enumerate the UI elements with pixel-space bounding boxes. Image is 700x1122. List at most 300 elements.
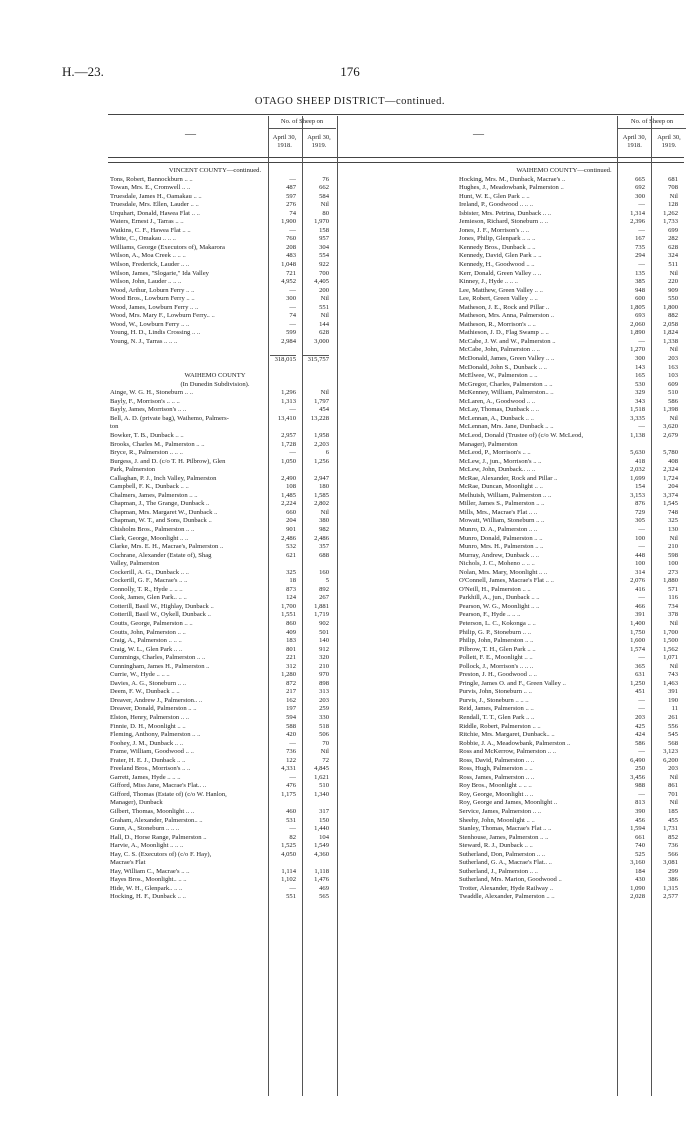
- sheep-1918: 532: [286, 543, 296, 551]
- table-row: [110, 218, 340, 227]
- sheep-1918: 801: [286, 645, 296, 653]
- sheep-1918: 6,490: [630, 756, 645, 764]
- owner-name: McLeod, P., Morrison's .. ..: [459, 449, 531, 457]
- table-row: [459, 321, 689, 330]
- table-row: [459, 210, 689, 219]
- table-row: [459, 825, 689, 834]
- owner-name: Roy, George and James, Moonlight ..: [459, 799, 558, 807]
- sheep-1919: 2,203: [314, 440, 329, 448]
- sheep-1919: 1,562: [663, 645, 678, 653]
- table-row: [110, 620, 340, 629]
- table-row: [459, 868, 689, 877]
- owner-name: Bayly, James, Morrison's .. ..: [110, 406, 187, 414]
- sheep-1918: 13,410: [277, 414, 296, 422]
- owner-name: Fleming, Anthony, Palmerston .. ..: [110, 731, 201, 739]
- owner-name: Stanley, Thomas, Macrae's Flat .. ..: [459, 825, 552, 833]
- sheep-1919: 1,262: [663, 209, 678, 217]
- table-row: [110, 535, 340, 544]
- table-row: [459, 312, 689, 321]
- table-row: [110, 885, 340, 894]
- sheep-1919: 3,620: [663, 423, 678, 431]
- owner-name: McLaren, A., Goodwood .. ..: [459, 397, 535, 405]
- sheep-1919: Nil: [320, 508, 329, 516]
- sheep-1918: 305: [635, 517, 645, 525]
- sheep-1919: 267: [319, 594, 329, 602]
- owner-name: Cockerill, A. G., Dunback .. ..: [110, 568, 189, 576]
- sheep-1918: 1,400: [630, 619, 645, 627]
- owner-name: Ainge, W. G. H., Stoneburn .. ..: [110, 389, 193, 397]
- sheep-1919: 203: [319, 696, 329, 704]
- table-row: [110, 372, 340, 381]
- table-row: [110, 517, 340, 526]
- sheep-1919: 11: [671, 705, 678, 713]
- sheep-1918: 18: [289, 577, 296, 585]
- sheep-1918: 1,102: [281, 876, 296, 884]
- table-row: [459, 817, 689, 826]
- owner-name: McKenney, William, Palmerston.. ..: [459, 389, 554, 397]
- owner-name: Cockerill, G. F., Macrae's .. ..: [110, 577, 188, 585]
- table-row: [459, 859, 689, 868]
- table-row: [110, 876, 340, 885]
- owner-name: Williams, George (Executors of), Makarora: [110, 243, 225, 251]
- owner-name: McLennan, A., Dunback .. ..: [459, 414, 534, 422]
- sheep-1919: 1,476: [314, 876, 329, 884]
- owner-name: Chalmers, James, Palmerston .. ..: [110, 491, 198, 499]
- table-row: [459, 757, 689, 766]
- sheep-1918: —: [289, 406, 296, 414]
- sheep-1919: 510: [668, 389, 678, 397]
- sheep-1919: Nil: [669, 534, 678, 542]
- table-row: [459, 449, 689, 458]
- table-row: [459, 808, 689, 817]
- table-row: [459, 509, 689, 518]
- sheep-1918: 183: [286, 637, 296, 645]
- table-row: [459, 193, 689, 202]
- sheep-1919: 4,405: [314, 278, 329, 286]
- sheep-1918: —: [638, 705, 645, 713]
- table-row: [459, 423, 689, 432]
- table-row: [110, 611, 340, 620]
- table-row: [459, 329, 689, 338]
- sheep-1919: 628: [668, 243, 678, 251]
- sheep-1918: 692: [635, 184, 645, 192]
- table-row: [459, 842, 689, 851]
- table-row: [110, 834, 340, 843]
- sheep-1919: 708: [668, 184, 678, 192]
- owner-name: Wood, W., Lowburn Ferry .. ..: [110, 320, 190, 328]
- sheep-1919: Nil: [320, 295, 329, 303]
- owner-name: McRae, Alexander, Rock and Pillar ..: [459, 474, 558, 482]
- table-row: [459, 765, 689, 774]
- sheep-1918: —: [289, 226, 296, 234]
- table-row: [459, 876, 689, 885]
- sheep-1919: 1,700: [663, 628, 678, 636]
- sheep-1918: 594: [286, 714, 296, 721]
- table-top-rule: [108, 114, 684, 115]
- sheep-1919: 748: [668, 508, 678, 516]
- table-row: [459, 176, 689, 185]
- owner-name: Philip, G. P., Stoneburn .. ..: [459, 628, 531, 636]
- sheep-1919: 13,228: [310, 414, 329, 422]
- sheep-1919: 380: [319, 517, 329, 525]
- sheep-1918: —: [289, 320, 296, 328]
- sheep-1918: 108: [286, 483, 296, 491]
- sheep-1919: 259: [319, 705, 329, 713]
- table-row: [110, 731, 340, 740]
- table-row: [110, 552, 340, 561]
- owner-name: Truesdale, James H., Oamakau .. ..: [110, 192, 202, 200]
- owner-name: Chapman, J., The Grange, Dunback ..: [110, 500, 210, 508]
- table-row: [459, 406, 689, 415]
- sheep-1918: 276: [286, 201, 296, 209]
- sheep-1918: 466: [635, 602, 645, 610]
- owner-name: McLew, J., jun., Morrison's .. ..: [459, 457, 542, 465]
- table-row: [110, 184, 340, 193]
- sheep-1919: 1,733: [663, 218, 678, 226]
- sheep-1918: 1,090: [630, 884, 645, 892]
- owner-name: Dreaver, Donald, Palmerston .. ..: [110, 705, 197, 713]
- sheep-1918: 5,630: [630, 449, 645, 457]
- sheep-1918: 1,518: [630, 406, 645, 414]
- table-row: [459, 688, 689, 697]
- sheep-1918: 631: [635, 671, 645, 679]
- sheep-1919: 357: [319, 543, 329, 551]
- table-row: [110, 851, 340, 860]
- sheep-1919: 506: [319, 731, 329, 739]
- sheep-1919: 970: [319, 671, 329, 679]
- sheep-1919: 982: [319, 525, 329, 533]
- sheep-1919: 378: [668, 611, 678, 619]
- sheep-1919: Nil: [320, 389, 329, 397]
- sheep-1918: 124: [286, 594, 296, 602]
- table-row: [110, 167, 340, 176]
- sheep-1918: —: [638, 201, 645, 209]
- table-row: [110, 244, 340, 253]
- sheep-1918: 1,600: [630, 637, 645, 645]
- owner-name: Garrett, James, Hyde .. .. ..: [110, 773, 181, 781]
- sheep-1918: 2,060: [630, 320, 645, 328]
- owner-name: Rendall, T. T., Glen Park .. ..: [459, 714, 535, 721]
- owner-name: Clarke, Mrs. E. H., Macrae's, Palmerston ..: [110, 543, 224, 551]
- sheep-1918: 1,050: [281, 457, 296, 465]
- sheep-1918: 430: [635, 876, 645, 884]
- owner-name: Manager), Dunback: [110, 799, 163, 807]
- page-reference: H.—23.: [62, 64, 104, 79]
- owner-name: Waters, Ernest J., Tarras .. ..: [110, 218, 184, 226]
- table-row: [110, 859, 340, 868]
- table-row: [110, 210, 340, 219]
- sheep-1919: 662: [319, 184, 329, 192]
- sheep-1919: 5: [325, 577, 329, 585]
- owner-name: Pearson, W. G., Moonlight .. ..: [459, 602, 540, 610]
- owner-name: Clark, George, Moonlight .. ..: [110, 534, 189, 542]
- sheep-1918: 531: [286, 816, 296, 824]
- owner-name: Melhuish, William, Palmerston .. ..: [459, 491, 552, 499]
- sheep-1919: 584: [319, 192, 329, 200]
- sheep-1918: 3,153: [630, 491, 645, 499]
- sheep-1918: 82: [289, 833, 296, 841]
- sheep-1919: 586: [668, 397, 678, 405]
- sheep-1918: 476: [286, 782, 296, 790]
- sheep-1919: 1,824: [663, 329, 678, 337]
- sheep-1919: 325: [668, 517, 678, 525]
- sheep-1919: 609: [668, 380, 678, 388]
- owner-name: Nolan, Mrs. Mary, Moonlight .. ..: [459, 568, 548, 576]
- sheep-1918: 2,224: [281, 500, 296, 508]
- sheep-1918: 876: [635, 500, 645, 508]
- sheep-1918: 1,138: [630, 431, 645, 439]
- sheep-1918: 416: [635, 585, 645, 593]
- sheep-1918: 184: [635, 867, 645, 875]
- sheep-1918: 1,280: [281, 671, 296, 679]
- sheep-1919: 180: [319, 483, 329, 491]
- owner-name: Chapman, W. T., and Sons, Dunback ..: [110, 517, 212, 525]
- sheep-1919: 469: [319, 884, 329, 892]
- table-row: [459, 295, 689, 304]
- table-row: [110, 586, 340, 595]
- sheep-1919: 4,845: [314, 765, 329, 773]
- table-row: [459, 543, 689, 552]
- sheep-1919: 160: [319, 568, 329, 576]
- sheep-1918: 420: [286, 731, 296, 739]
- sheep-1918: 1,485: [281, 491, 296, 499]
- sheep-1918: 300: [635, 192, 645, 200]
- sheep-1919: 1,440: [314, 825, 329, 833]
- sheep-1919: 282: [668, 235, 678, 243]
- owner-name: Craig, W. L., Glen Park .. ..: [110, 645, 183, 653]
- owner-name: McRae, Duncan, Moonlight .. ..: [459, 483, 543, 491]
- table-row: [110, 791, 340, 800]
- sheep-1918: 665: [635, 175, 645, 183]
- table-row: [110, 723, 340, 732]
- sheep-1919: 681: [668, 175, 678, 183]
- owner-name: Hunt, W. E., Glen Park .. ..: [459, 192, 530, 200]
- right-name-header: —: [473, 128, 484, 140]
- owner-name: Philip, John, Palmerston .. ..: [459, 637, 534, 645]
- sheep-1918: 1,890: [630, 329, 645, 337]
- owner-name: Wilson, James, "Slogarie," Ida Valley: [110, 269, 209, 277]
- sheep-1918: —: [638, 525, 645, 533]
- table-row: [459, 697, 689, 706]
- owner-name: Sutherland, Mrs. Marion, Goodwood ..: [459, 876, 562, 884]
- owner-name: Robbie, J. A., Meadowbank, Palmerston ..: [459, 739, 571, 747]
- table-row: [459, 526, 689, 535]
- owner-name: Tons, Robert, Bannockburn .. ..: [110, 175, 193, 183]
- table-row: [459, 731, 689, 740]
- owner-name: Truesdale, Mrs. Ellen, Lauder .. ..: [110, 201, 199, 209]
- table-row: [110, 671, 340, 680]
- owner-name: Chapman, Mrs. Margaret W., Dunback ..: [110, 508, 218, 516]
- owner-name: Sheehy, John, Moonlight .. ..: [459, 816, 535, 824]
- sheep-1919: 185: [668, 808, 678, 816]
- right-group-rule: [618, 128, 686, 129]
- owner-name: Nichols, J. C., Moheno .. .. ..: [459, 560, 535, 568]
- sheep-1919: 1,340: [314, 790, 329, 798]
- table-row: [110, 526, 340, 535]
- table-row: [110, 295, 340, 304]
- table-row: [459, 560, 689, 569]
- sheep-1918: 740: [635, 842, 645, 850]
- table-row: [110, 817, 340, 826]
- sheep-1918: 314: [635, 568, 645, 576]
- sheep-1919: Nil: [669, 192, 678, 200]
- sheep-1918: 448: [635, 551, 645, 559]
- owner-name: Coutts, George, Palmerston .. ..: [110, 619, 193, 627]
- table-row: [110, 381, 340, 390]
- owner-name: Munro, Donald, Palmerston .. ..: [459, 534, 543, 542]
- table-row: [110, 654, 340, 663]
- owner-name: McLeod, Donald (Trustee of) (c/o W. McLeod,: [459, 431, 584, 439]
- owner-name: McDonald, James, Green Valley .. ..: [459, 355, 555, 363]
- table-row: [459, 458, 689, 467]
- sheep-1918: 165: [635, 372, 645, 380]
- owner-name: McElwee, W., Palmerston .. ..: [459, 372, 538, 380]
- table-header-rule-2: [108, 162, 684, 163]
- sheep-1919: 313: [319, 688, 329, 696]
- owner-name: Murray, Andrew, Dunback .. ..: [459, 551, 540, 559]
- sheep-1918: 74: [289, 209, 296, 217]
- table-row: [459, 244, 689, 253]
- right-group-header: No. of Sheep on: [630, 118, 674, 125]
- sheep-1918: 1,551: [281, 611, 296, 619]
- owner-name: Kinney, J., Hyde .. .. ..: [459, 278, 518, 286]
- sheep-1918: 721: [286, 269, 296, 277]
- sheep-1918: —: [638, 654, 645, 662]
- owner-name: Harvie, A., Moonlight .. .. ..: [110, 842, 184, 850]
- sheep-1919: 210: [319, 662, 329, 670]
- sheep-1918: 4,952: [281, 278, 296, 286]
- table-row: [459, 432, 689, 441]
- sheep-1918: 873: [286, 585, 296, 593]
- sheep-1919: 317: [319, 808, 329, 816]
- owner-name: Purvis, John, Stoneburn .. ..: [459, 688, 532, 696]
- owner-name: Bowker, T. B., Dunback .. ..: [110, 431, 184, 439]
- sheep-1919: 550: [668, 295, 678, 303]
- table-row: [459, 517, 689, 526]
- owner-name: Service, James, Palmerston .. ..: [459, 808, 542, 816]
- table-row: [110, 748, 340, 757]
- owner-name: Urquhart, Donald, Hawea Flat .. ..: [110, 209, 200, 217]
- sheep-1918: 600: [635, 295, 645, 303]
- sheep-1919: 882: [668, 312, 678, 320]
- table-row: [110, 637, 340, 646]
- sheep-1919: 150: [319, 816, 329, 824]
- sheep-1918: —: [638, 594, 645, 602]
- owner-name: Ross, David, Palmerston .. ..: [459, 756, 535, 764]
- owner-name: Kerr, Donald, Green Valley .. ..: [459, 269, 542, 277]
- sheep-1919: 299: [668, 867, 678, 875]
- sheep-1919: 628: [319, 329, 329, 337]
- owner-name: Stenhouse, James, Palmerston .. ..: [459, 833, 549, 841]
- table-row: [459, 184, 689, 193]
- owner-name: Munro, D. A., Palmerston .. ..: [459, 525, 538, 533]
- sheep-1918: 154: [635, 483, 645, 491]
- table-row: [459, 552, 689, 561]
- sheep-1919: 545: [668, 731, 678, 739]
- sheep-1919: 455: [668, 816, 678, 824]
- owner-name: Ross, James, Palmerston .. ..: [459, 773, 535, 781]
- table-row: [459, 774, 689, 783]
- left-name-header: —: [185, 128, 196, 140]
- sheep-1918: 424: [635, 731, 645, 739]
- table-row: [110, 893, 340, 902]
- sheep-1919: 76: [322, 175, 329, 183]
- owner-name: Jones, Philip, Glenpark .. .. ..: [459, 235, 536, 243]
- sheep-1919: Nil: [669, 414, 678, 422]
- sheep-1919: 304: [319, 243, 329, 251]
- sheep-1919: 70: [322, 739, 329, 747]
- sheep-1919: 501: [319, 628, 329, 636]
- sheep-1918: 483: [286, 252, 296, 260]
- sheep-1918: 300: [635, 355, 645, 363]
- table-row: [110, 688, 340, 697]
- table-row: [459, 834, 689, 843]
- sheep-1919: Nil: [320, 312, 329, 320]
- sheep-1918: 588: [286, 722, 296, 730]
- owner-name: Callaghan, P. J., Inch Valley, Palmerston: [110, 474, 217, 482]
- sheep-1919: 6: [325, 449, 329, 457]
- sheep-1918: 1,175: [281, 790, 296, 798]
- owner-name: Miller, James S., Palmerston .. ..: [459, 500, 545, 508]
- sheep-1918: 586: [635, 739, 645, 747]
- sheep-1918: 1,900: [281, 218, 296, 226]
- owner-name: Mills, Mrs., Macrae's Flat .. ..: [459, 508, 538, 516]
- sheep-1919: 3,081: [663, 859, 678, 867]
- sheep-1918: 4,331: [281, 765, 296, 773]
- sheep-1919: Nil: [669, 662, 678, 670]
- right-col1-header: April 30, 1918.: [622, 134, 647, 149]
- table-row: [459, 398, 689, 407]
- sheep-1918: 325: [286, 568, 296, 576]
- sheep-1918: 318,015: [270, 355, 296, 365]
- sheep-1918: 451: [635, 688, 645, 696]
- sheep-1918: 729: [635, 508, 645, 516]
- sheep-1918: 1,296: [281, 389, 296, 397]
- table-row: [459, 680, 689, 689]
- sheep-1918: 693: [635, 312, 645, 320]
- owner-name: Frame, William, Goodwood .. ..: [110, 748, 194, 756]
- sheep-1918: 1,314: [630, 209, 645, 217]
- sheep-1919: 1,970: [314, 218, 329, 226]
- sheep-1918: 2,490: [281, 474, 296, 482]
- owner-name: Cochrane, Alexander (Estate of), Shag: [110, 551, 212, 559]
- table-row: [459, 346, 689, 355]
- sheep-1919: 922: [319, 261, 329, 269]
- table-row: [110, 475, 340, 484]
- table-row: [110, 252, 340, 261]
- owner-name: Bryce, R., Palmerston .. .. ..: [110, 449, 183, 457]
- sheep-1918: —: [289, 175, 296, 183]
- table-row: [110, 774, 340, 783]
- table-row: [459, 748, 689, 757]
- sheep-1919: 261: [668, 714, 678, 721]
- sheep-1919: 556: [668, 722, 678, 730]
- sheep-1919: Nil: [669, 346, 678, 354]
- sheep-1918: 143: [635, 363, 645, 371]
- table-row: [110, 321, 340, 330]
- table-row: [110, 569, 340, 578]
- sheep-1918: 208: [286, 243, 296, 251]
- owner-name: White, C., Omakau .. .. ..: [110, 235, 176, 243]
- sheep-1918: 530: [635, 380, 645, 388]
- sheep-1918: 100: [635, 560, 645, 568]
- owner-name: Manager), Palmerston: [459, 440, 518, 448]
- sheep-1918: 1,525: [281, 842, 296, 850]
- table-row: [459, 201, 689, 210]
- table-row: [459, 637, 689, 646]
- table-row: [459, 466, 689, 475]
- owner-name: Parkhill, A., jun., Dunback .. ..: [459, 594, 540, 602]
